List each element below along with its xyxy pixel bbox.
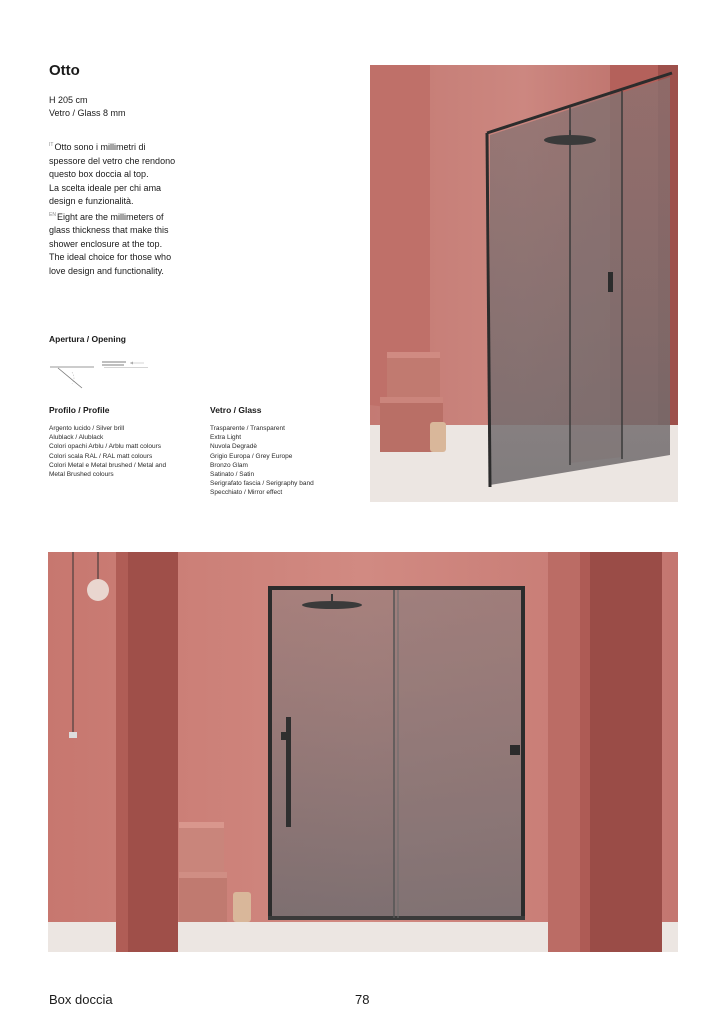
list-item: Satinato / Satin bbox=[210, 471, 255, 479]
quote-mark-icon: EN bbox=[49, 211, 56, 218]
list-item: Colori opachi Arblu / Arblu matt colours bbox=[49, 443, 161, 451]
list-item: Serigrafato fascia / Serigraphy band bbox=[210, 480, 314, 488]
glass-label: Vetro / Glass bbox=[210, 405, 262, 415]
page-number: 78 bbox=[355, 992, 370, 1007]
spec-height: H 205 cm bbox=[49, 95, 88, 105]
list-item: Argento lucido / Silver brill bbox=[49, 425, 125, 432]
list-item: Specchiato / Mirror effect bbox=[210, 489, 283, 497]
shower-photo-top bbox=[370, 65, 678, 502]
spec-glass: Vetro / Glass 8 mm bbox=[49, 108, 126, 118]
list-item: Extra Light bbox=[210, 434, 242, 442]
footer-section-title: Box doccia bbox=[49, 992, 113, 1007]
description-it-line: design e funzionalità. bbox=[49, 196, 134, 206]
shower-photo-bottom bbox=[48, 552, 678, 952]
product-description bbox=[49, 139, 209, 278]
description-it-line: La scelta ideale per chi ama bbox=[49, 182, 162, 193]
quote-mark-icon: IT bbox=[49, 142, 54, 148]
list-item: Alublack / Alublack bbox=[49, 434, 104, 442]
glass-list bbox=[210, 424, 314, 498]
product-specs bbox=[49, 94, 126, 120]
profile-label: Profilo / Profile bbox=[49, 405, 110, 415]
description-en-line: love design and functionality. bbox=[49, 265, 164, 276]
opening-label: Apertura / Opening bbox=[49, 334, 126, 344]
list-item: Nuvola Degradè bbox=[210, 443, 257, 451]
description-en-line: $^{EN}$Eight are the millimeters of bbox=[49, 211, 164, 222]
description-en-line: The ideal choice for those who bbox=[49, 252, 172, 262]
list-item: Trasparente / Transparent bbox=[210, 425, 285, 432]
list-item: Bronzo Glam bbox=[210, 461, 248, 469]
list-item: Grigio Europa / Grey Europe bbox=[210, 452, 293, 460]
product-title: Otto bbox=[49, 62, 80, 79]
opening-diagram-icon bbox=[48, 358, 150, 392]
list-item: Colori Metal e Metal brushed / Metal and bbox=[49, 461, 167, 469]
description-it-line: $^{IT}$Otto sono i millimetri di bbox=[49, 142, 146, 152]
profile-list bbox=[49, 424, 166, 479]
description-en-line: glass thickness that make this bbox=[49, 225, 169, 235]
list-item: Colori scala RAL / RAL matt colours bbox=[49, 452, 153, 460]
description-it-line: spessore del vetro che rendono bbox=[49, 155, 176, 166]
description-it-line: questo box doccia al top. bbox=[49, 169, 149, 179]
list-item: Metal Brushed colours bbox=[49, 471, 114, 479]
description-en-line: shower enclosure at the top. bbox=[49, 238, 163, 249]
